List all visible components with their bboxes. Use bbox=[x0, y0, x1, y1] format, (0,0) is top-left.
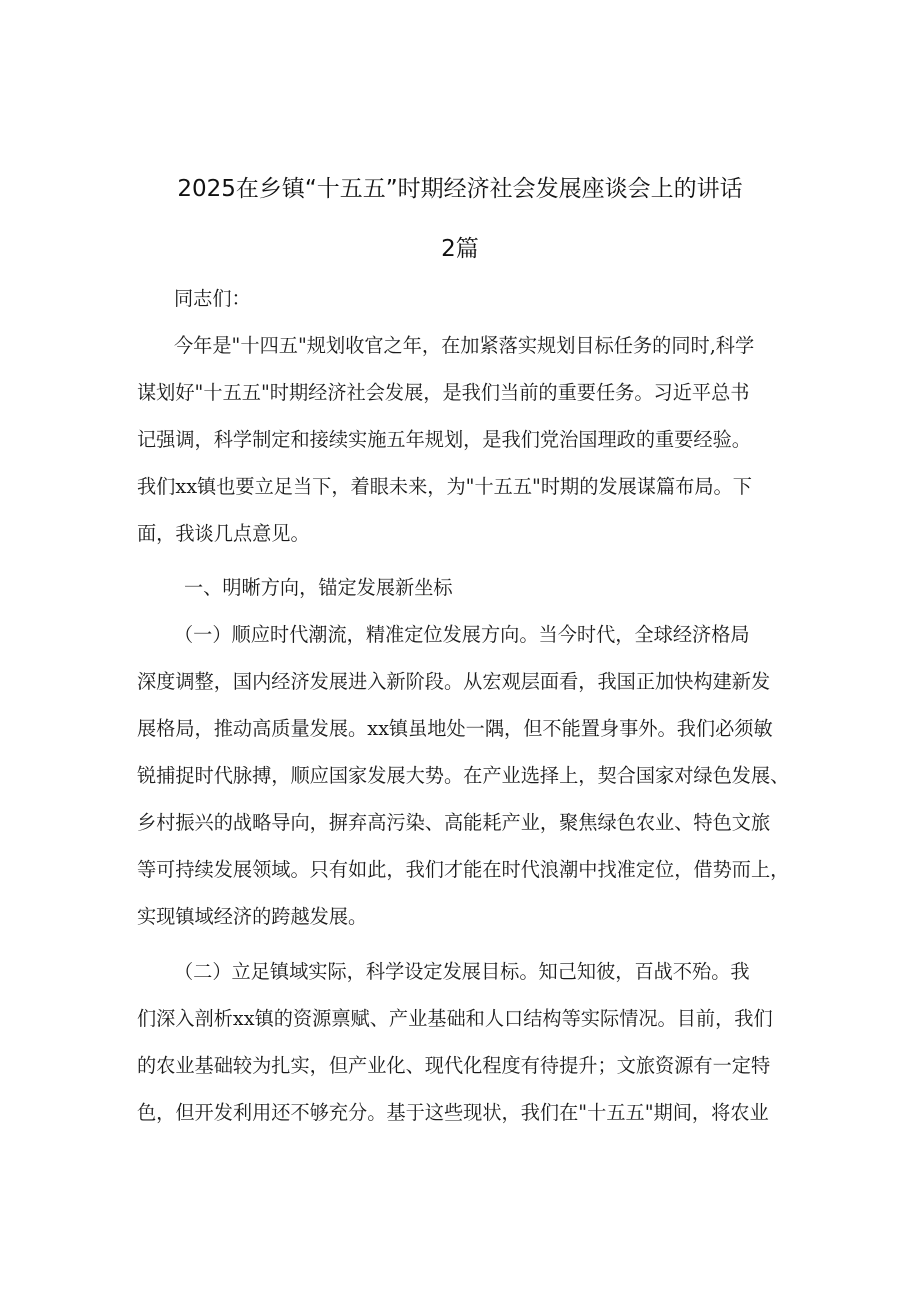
paragraph-line: 实现镇域经济的跨越发展。 bbox=[137, 905, 368, 928]
paragraph-line: 乡村振兴的战略导向，摒弃高污染、高能耗产业，聚焦绿色农业、特色文旅 bbox=[137, 811, 771, 834]
document-title: 2025在乡镇“十五五”时期经济社会发展座谈会上的讲话 bbox=[177, 176, 743, 202]
salutation: 同志们： bbox=[174, 287, 251, 310]
paragraph-line: 谋划好"十五五"时期经济社会发展，是我们当前的重要任务。习近平总书 bbox=[137, 381, 750, 404]
paragraph-line: （一）顺应时代潮流，精准定位发展方向。当今时代，全球经济格局 bbox=[174, 623, 750, 646]
paragraph-line: 我们xx镇也要立足当下，着眼未来，为"十五五"时期的发展谋篇布局。下 bbox=[137, 475, 752, 498]
paragraph-line: 锐捕捉时代脉搏，顺应国家发展大势。在产业选择上，契合国家对绿色发展、 bbox=[137, 764, 790, 787]
document-title-continued: 2篇 bbox=[441, 236, 479, 262]
paragraph-line: 今年是"十四五"规划收官之年，在加紧落实规划目标任务的同时,科学 bbox=[174, 334, 755, 357]
paragraph-line: 展格局，推动高质量发展。xx镇虽地处一隅，但不能置身事外。我们必须敏 bbox=[137, 717, 773, 740]
paragraph-line: 记强调，科学制定和接续实施五年规划，是我们党治国理政的重要经验。 bbox=[137, 428, 751, 451]
section-heading: 一、明晰方向，锚定发展新坐标 bbox=[184, 576, 453, 599]
paragraph-line: 们深入剖析xx镇的资源禀赋、产业基础和人口结构等实际情况。目前，我们 bbox=[137, 1007, 773, 1030]
paragraph-line: 等可持续发展领域。只有如此，我们才能在时代浪潮中找准定位，借势而上， bbox=[137, 858, 790, 881]
paragraph-line: 的农业基础较为扎实，但产业化、现代化程度有待提升；文旅资源有一定特 bbox=[137, 1054, 771, 1077]
paragraph-line: 深度调整，国内经济发展进入新阶段。从宏观层面看，我国正加快构建新发 bbox=[137, 670, 771, 693]
paragraph-line: 面，我谈几点意见。 bbox=[137, 522, 310, 545]
paragraph-line: 色，但开发利用还不够充分。基于这些现状，我们在"十五五"期间，将农业 bbox=[137, 1101, 769, 1124]
paragraph-line: （二）立足镇域实际，科学设定发展目标。知己知彼，百战不殆。我 bbox=[174, 960, 750, 983]
